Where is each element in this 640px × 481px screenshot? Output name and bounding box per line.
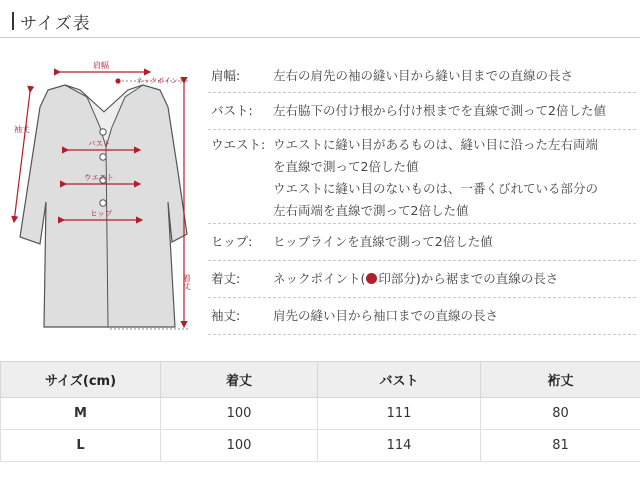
table-row [1,430,640,462]
definition-row-sleeve [208,298,636,335]
header-divider [0,37,640,38]
neck-point-marker [115,78,120,83]
size-value-cell: 80 [481,398,640,430]
size-label-cell: M [1,398,161,430]
definition-row-hip [208,224,636,261]
coat-button [100,129,106,135]
red-dot-icon [366,273,377,284]
definition-desc: 左右の肩先の袖の縫い目から縫い目までの直線の長さ [273,68,574,83]
definition-row-waist [208,130,636,224]
definition-line: を直線で測って2倍した値 [273,159,419,174]
size-table [0,361,640,462]
definition-term: 袖丈: [211,308,241,323]
waist-label: ウエスト [84,173,114,182]
definition-term: ウエスト: [211,137,266,152]
size-value-cell: 100 [161,398,318,430]
coat-button [100,154,106,160]
size-value-cell: 81 [481,430,640,462]
title-bar-divider [12,12,14,30]
definition-term: 肩幅: [211,68,241,83]
size-label-cell: L [1,430,161,462]
coat-diagram [0,52,205,342]
bust-label: バスト [88,139,111,148]
definition-text-after: 印部分)から裾までの直線の長さ [378,271,559,286]
definition-desc: ヒップラインを直線で測って2倍した値 [273,234,493,249]
definition-desc: 肩先の縫い目から袖口までの直線の長さ [273,308,499,323]
size-table-header: 着丈 [161,362,318,398]
length-label: 着丈 [182,274,192,290]
definition-term: バスト: [211,103,253,118]
size-table-header: バスト [318,362,481,398]
hip-label: ヒップ [90,209,113,218]
definition-desc [273,134,636,222]
page-title [12,10,91,32]
definition-desc [273,268,636,290]
definition-row-length [208,261,636,298]
definition-text-before: ネックポイント( [273,271,366,286]
size-table-header: 裄丈 [481,362,640,398]
title-text: サイズ表 [20,13,91,34]
measurement-definitions [208,60,636,335]
coat-button [100,200,106,206]
sleeve-label: 袖丈 [14,125,30,134]
shoulder-label: 肩幅 [93,61,109,70]
definition-term: 着丈: [211,271,241,286]
size-table-header: サイズ(cm) [1,362,161,398]
neck-point-label: ネックポイント [136,77,185,85]
definition-line: 左右両端を直線で測って2倍した値 [273,203,469,218]
definition-desc: 左右脇下の付け根から付け根までを直線で測って2倍した値 [273,103,606,118]
definition-line: ウエストに縫い目のないものは、一番くびれている部分の [273,181,599,196]
size-value-cell: 111 [318,398,481,430]
size-value-cell: 114 [318,430,481,462]
definition-row-shoulder [208,60,636,93]
definition-line: ウエストに縫い目があるものは、縫い目に沿った左右両端 [273,137,599,152]
table-row [1,398,640,430]
definition-row-bust [208,93,636,130]
definition-term: ヒップ: [211,234,253,249]
size-table-header-row [1,362,640,398]
size-value-cell: 100 [161,430,318,462]
